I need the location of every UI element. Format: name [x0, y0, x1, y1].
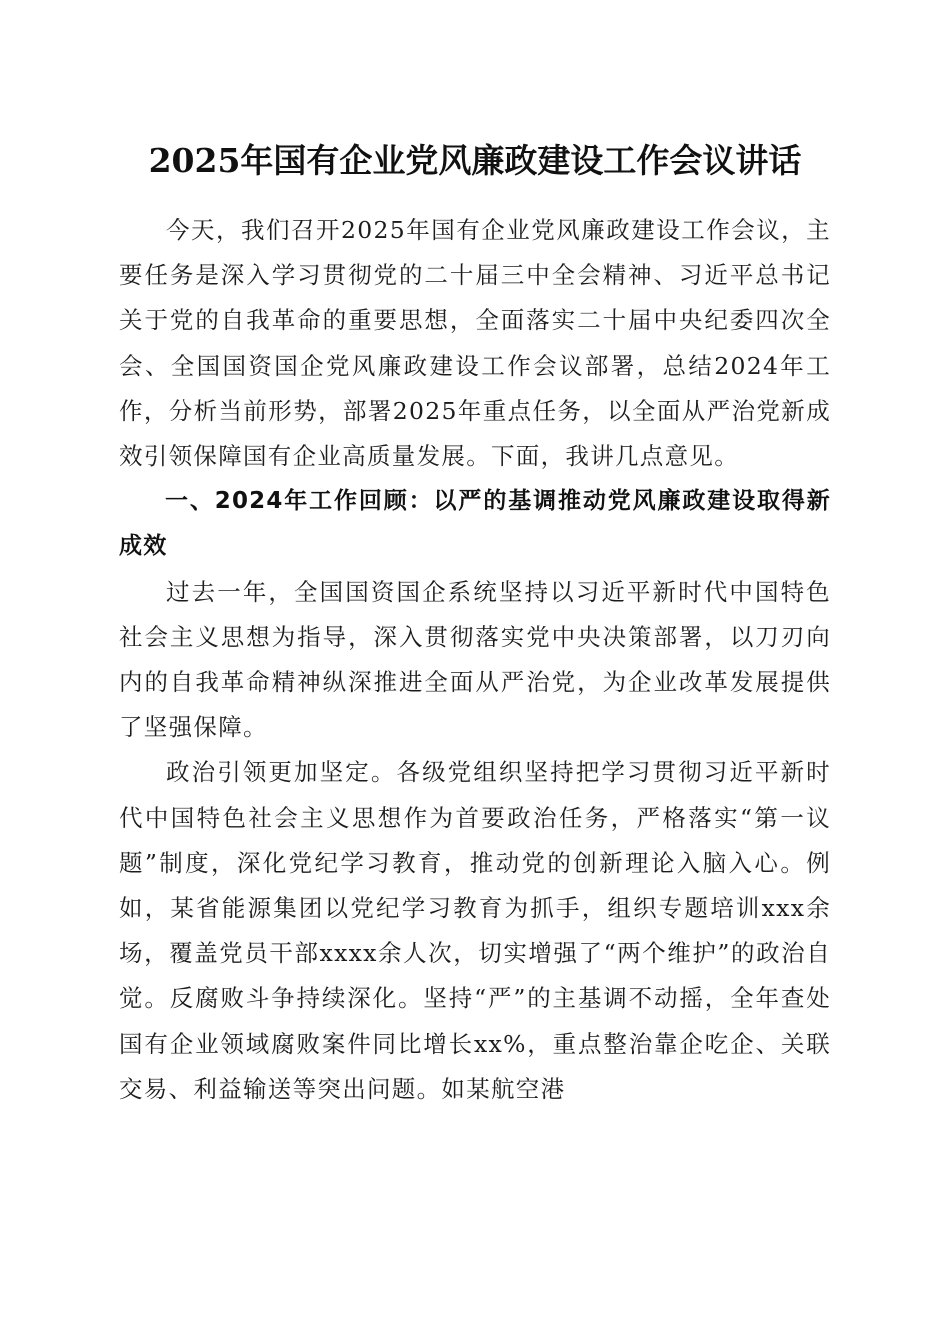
document-title: 2025年国有企业党风廉政建设工作会议讲话 [148, 141, 802, 180]
paragraph-review: 过去一年，全国国资国企系统坚持以习近平新时代中国特色社会主义思想为指导，深入贯彻落实党中央决策部署，以刀刃向内的自我革命精神纵深推进全面从严治党，为企业改革发展提供了坚强保障。 [119, 577, 831, 742]
paragraph-political-guidance: 政治引领更加坚定。各级党组织坚持把学习贯彻习近平新时代中国特色社会主义思想作为首要政治任务，严格落实“第一议题”制度，深化党纪学习教育，推动党的创新理论入脑入心。例如，某省能源集团以党纪学习教育为抓手，组织专题培训xxx余场，覆盖党员干部xxxx余人次，切实增强了“两个维护”的政治自觉。反腐败斗争持续深化。坚持“严”的主基调不动摇，全年查处国有企业领域腐败案件同比增长xx%，重点整治靠企吃企、关联交易、利益输送等突出问题。如某航空港 [119, 758, 831, 1103]
paragraph-intro: 今天，我们召开2025年国有企业党风廉政建设工作会议，主要任务是深入学习贯彻党的二十届三中全会精神、习近平总书记关于党的自我革命的重要思想，全面落实二十届中央纪委四次全会、全国国资国企党风廉政建设工作会议部署，总结2024年工作，分析当前形势，部署2025年重点任务，以全面从严治党新成效引领保障国有企业高质量发展。下面，我讲几点意见。 [119, 216, 831, 471]
document-body [119, 208, 831, 1112]
section-heading-1: 一、2024年工作回顾：以严的基调推动党风廉政建设取得新成效 [119, 488, 831, 560]
